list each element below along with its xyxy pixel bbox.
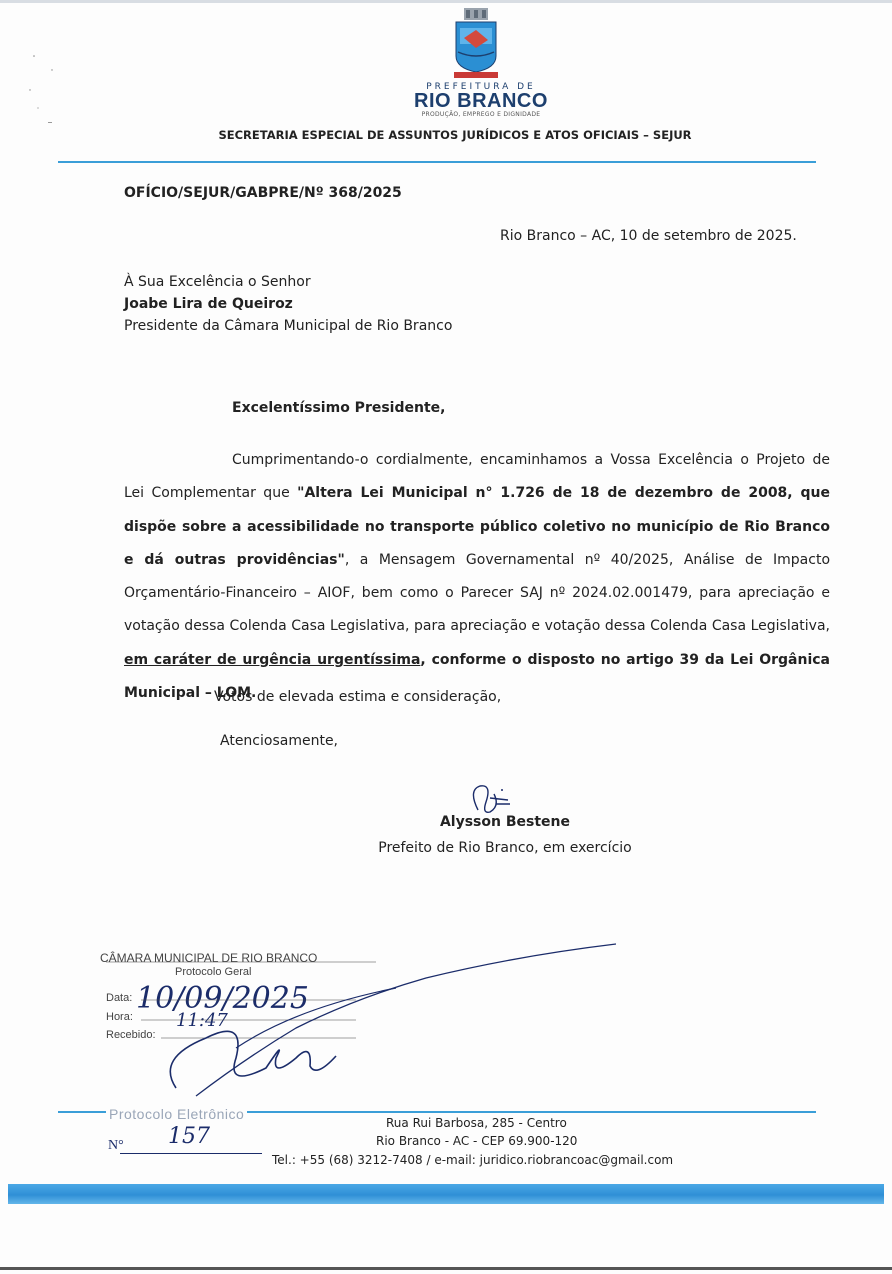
scan-bottom-edge [0, 1267, 892, 1270]
document-date: Rio Branco – AC, 10 de setembro de 2025. [500, 228, 797, 244]
prefeitura-small-label: PREFEITURA DE [426, 82, 536, 92]
salutation: Excelentíssimo Presidente, [232, 400, 446, 416]
stamp-handwritten-time: 11:47 [176, 1010, 228, 1031]
oficio-number: OFÍCIO/SEJUR/GABPRE/Nº 368/2025 [124, 185, 402, 201]
protocolo-eletronico-stamp: Protocolo Eletrônico [106, 1106, 247, 1122]
prefeitura-title: RIO BRANCO [414, 90, 548, 112]
closing-regards: Votos de elevada estima e consideração, [214, 689, 502, 705]
prefeitura-tagline: PRODUÇÃO, EMPREGO E DIGNIDADE [421, 111, 541, 118]
recipient-role: Presidente da Câmara Municipal de Rio Branco [124, 318, 453, 334]
body-text-urgency: em caráter de urgência urgentíssima [124, 651, 421, 668]
stamp-handwritten-date: 10/09/2025 [136, 981, 309, 1016]
body-paragraph [124, 444, 830, 710]
signer-title: Prefeito de Rio Branco, em exercício [378, 840, 632, 856]
recipient-greeting: À Sua Excelência o Senhor [124, 274, 311, 290]
stamp-hora-label: Hora: [106, 1011, 133, 1023]
footer-contact: Tel.: +55 (68) 3212-7408 / e-mail: juridico.riobrancoac@gmail.com [272, 1153, 674, 1167]
scan-speckles [24, 52, 64, 132]
body-text-law-title: "Altera Lei Municipal n° 1.726 de 18 de dezembro de 2008, que dispõe sobre a acessibilidade no transporte público coletivo no município de Rio Branco e dá outras providências" [124, 485, 830, 568]
protocolo-number-label: N° [108, 1138, 124, 1153]
coat-of-arms-logo [446, 8, 506, 80]
stamp-subtitle: Protocolo Geral [175, 966, 252, 978]
stamp-data-label: Data: [106, 992, 133, 1004]
footer-address-city: Rio Branco - AC - CEP 69.900-120 [376, 1134, 578, 1148]
footer-address-street: Rua Rui Barbosa, 285 - Centro [386, 1116, 567, 1130]
body-text-closing: , conforme o disposto no artigo 39 da Lei Orgânica Municipal – LOM. [124, 651, 831, 702]
stamp-title: CÂMARA MUNICIPAL DE RIO BRANCO [100, 951, 318, 965]
header-divider [58, 161, 816, 163]
secretaria-heading: SECRETARIA ESPECIAL DE ASSUNTOS JURÍDICOS E ATOS OFICIAIS – SEJUR [218, 128, 692, 142]
stamp-recebido-label: Recebido: [106, 1029, 156, 1041]
body-text-2: , a Mensagem Governamental nº 40/2025, Análise de Impacto Orçamentário-Financeiro – AIOF, bem como o Parecer SAJ nº 2024.02.001479, para apreciação e votação dessa Colenda Casa Legislativa, para apreciação e votação dessa Colenda Casa Legislativa, [124, 551, 831, 635]
scan-top-edge [0, 0, 892, 3]
protocolo-number: 157 [168, 1124, 210, 1149]
signer-name: Alysson Bestene [439, 814, 571, 830]
protocolo-underline [120, 1153, 262, 1154]
recipient-name: Joabe Lira de Queiroz [124, 296, 293, 312]
footer-color-band [8, 1184, 884, 1204]
closing-sincerely: Atenciosamente, [220, 733, 339, 749]
recipient-block [124, 271, 452, 337]
body-text-1: Cumprimentando-o cordialmente, encaminhamos a Vossa Excelência o Projeto de Lei Complementar que [124, 452, 830, 502]
